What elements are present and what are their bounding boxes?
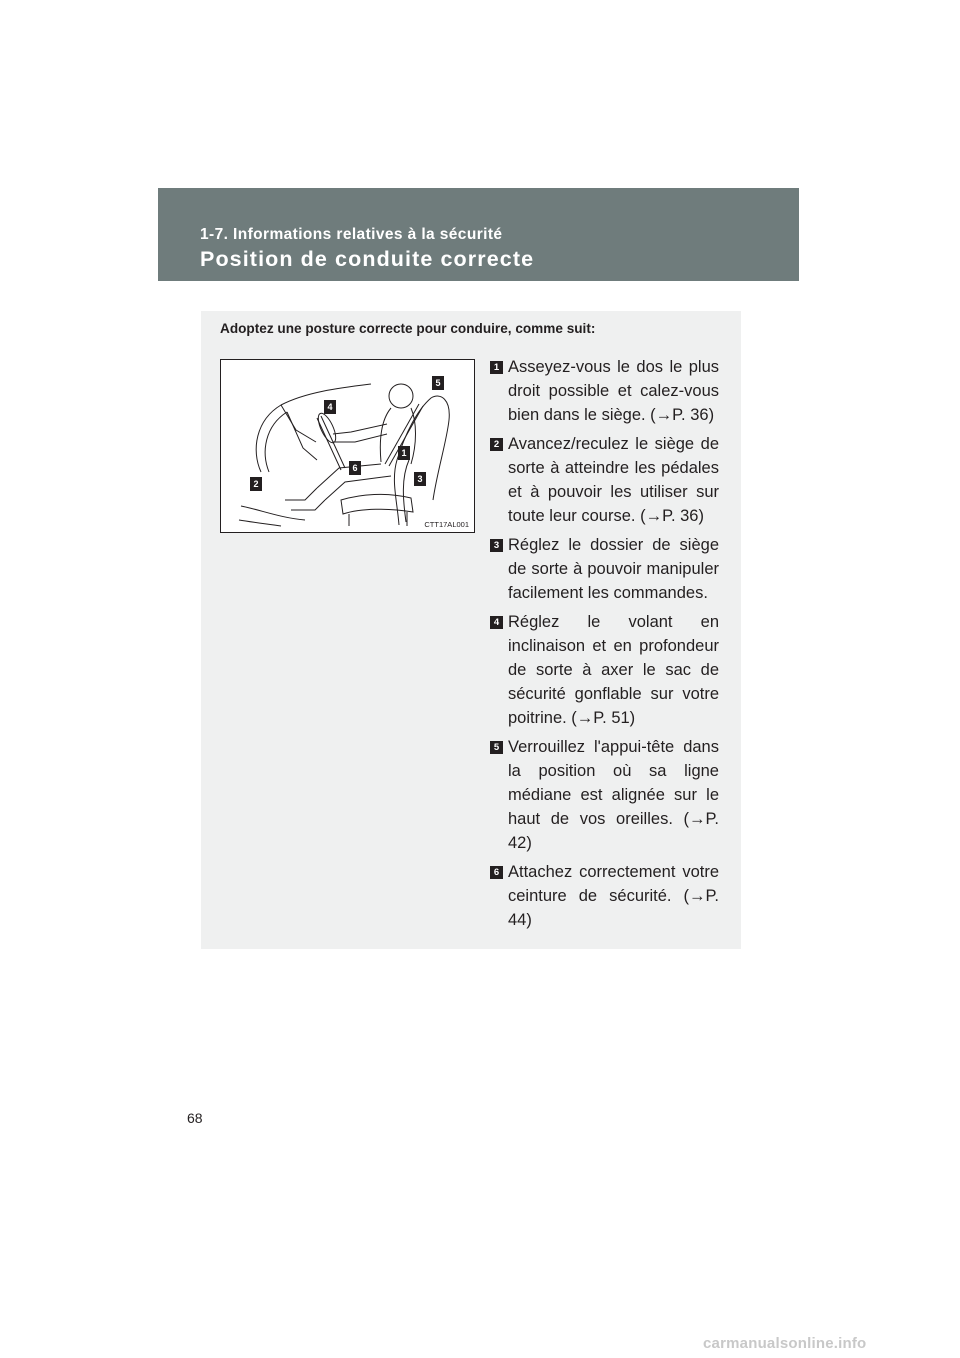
list-item <box>490 610 719 730</box>
item-text: Avancez/reculez le siège de sorte à atteindre les pédales et à pouvoir les utiliser sur toute leur course. (→P. 36) <box>508 435 719 525</box>
item-number-badge: 2 <box>490 438 503 451</box>
callout-2: 2 <box>250 477 262 491</box>
item-number-badge: 5 <box>490 741 503 754</box>
callout-6: 6 <box>349 461 361 475</box>
content-panel <box>201 311 741 949</box>
list-item <box>490 355 719 427</box>
instruction-list <box>490 355 719 932</box>
page-number: 68 <box>187 1110 203 1126</box>
list-item <box>490 432 719 528</box>
item-number-badge: 4 <box>490 616 503 629</box>
callout-3: 3 <box>414 472 426 486</box>
item-text: Asseyez-vous le dos le plus droit possible et calez-vous bien dans le siège. (→P. 36) <box>508 358 719 424</box>
list-item <box>490 533 719 605</box>
item-text: Réglez le volant en inclinaison et en profondeur de sorte à axer le sac de sécurité gonflable sur votre poitrine. (→P. 51) <box>508 613 719 727</box>
callout-5: 5 <box>432 376 444 390</box>
figure-code: CTT17AL001 <box>424 520 469 529</box>
page-title: Position de conduite correcte <box>200 247 535 271</box>
section-header <box>158 188 799 281</box>
list-item <box>490 860 719 932</box>
callout-4: 4 <box>324 400 336 414</box>
callout-1: 1 <box>398 446 410 460</box>
item-text: Attachez correctement votre ceinture de sécurité. (→P. 44) <box>508 863 719 929</box>
item-number-badge: 6 <box>490 866 503 879</box>
intro-text: Adoptez une posture correcte pour conduire, comme suit: <box>220 321 596 336</box>
item-text: Réglez le dossier de siège de sorte à pouvoir manipuler facilement les commandes. <box>508 536 719 602</box>
driving-position-illustration <box>220 359 475 533</box>
item-number-badge: 3 <box>490 539 503 552</box>
site-watermark[interactable]: carmanualsonline.info <box>703 1335 867 1352</box>
item-number-badge: 1 <box>490 361 503 374</box>
section-label: 1-7. Informations relatives à la sécurité <box>200 226 503 243</box>
item-text: Verrouillez l'appui-tête dans la position où sa ligne médiane est alignée sur le haut de vos oreilles. (→P. 42) <box>508 738 719 852</box>
list-item <box>490 735 719 855</box>
